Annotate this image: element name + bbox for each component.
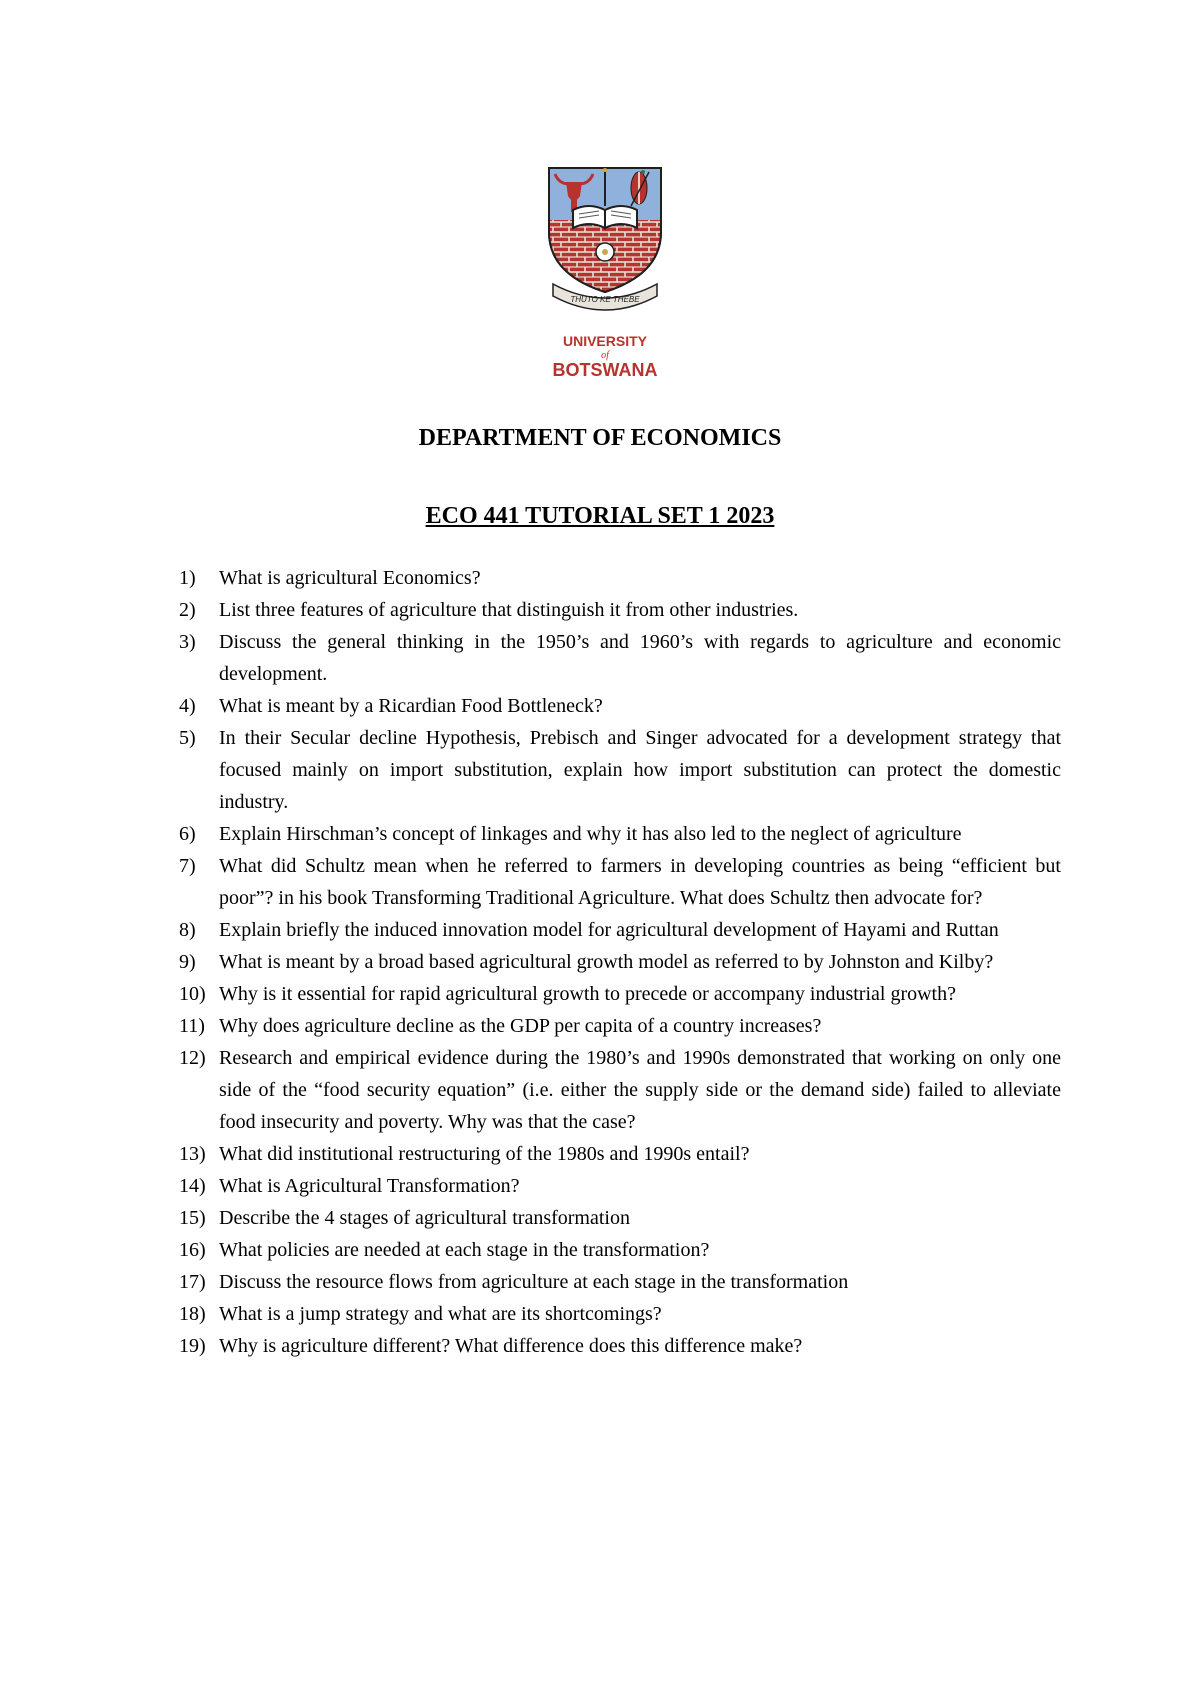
question-item [0, 1202, 1061, 1234]
open-book-icon [573, 206, 637, 228]
question-item [0, 1330, 1061, 1362]
question-number: 9) [179, 951, 196, 973]
question-text: Explain briefly the induced innovation model for agricultural development of Hayami and Ruttan [219, 919, 999, 941]
question-item [0, 978, 1061, 1010]
question-text: What policies are needed at each stage in the transformation? [219, 1239, 710, 1261]
question-text: Why does agriculture decline as the GDP per capita of a country increases? [219, 1015, 822, 1037]
question-number: 15) [179, 1207, 206, 1229]
svg-text:THUTO KE THEBE: THUTO KE THEBE [570, 295, 640, 304]
university-wordmark-line3: BOTSWANA [552, 360, 658, 380]
question-item [0, 1170, 1061, 1202]
question-item [0, 946, 1061, 978]
question-number: 11) [179, 1015, 205, 1037]
question-item [0, 594, 1061, 626]
question-text: Explain Hirschman’s concept of linkages and why it has also led to the neglect of agriculture [219, 823, 962, 845]
question-text: List three features of agriculture that distinguish it from other industries. [219, 599, 799, 621]
question-text: Why is it essential for rapid agricultural growth to precede or accompany industrial growth? [219, 983, 956, 1005]
question-number: 18) [179, 1303, 206, 1325]
question-number: 13) [179, 1143, 206, 1165]
question-number: 1) [179, 567, 196, 589]
question-item [0, 1138, 1061, 1170]
question-item [0, 690, 1061, 722]
question-item [0, 1010, 1061, 1042]
question-number: 14) [179, 1175, 206, 1197]
question-number: 12) [179, 1047, 206, 1069]
question-number: 5) [179, 727, 196, 749]
question-item [0, 850, 1061, 914]
question-text: What is a jump strategy and what are its shortcomings? [219, 1303, 662, 1325]
question-text: In their Secular decline Hypothesis, Prebisch and Singer advocated for a development strategy that focused mainly on import substitution, explain how import substitution can protect the domestic industry. [219, 727, 1061, 813]
question-number: 16) [179, 1239, 206, 1261]
question-item [0, 818, 1061, 850]
question-number: 3) [179, 631, 196, 653]
question-number: 2) [179, 599, 196, 621]
university-wordmark-line1: UNIVERSITY [562, 333, 648, 349]
question-text: Research and empirical evidence during the 1980’s and 1990s demonstrated that working on only one side of the “food security equation” (i.e. either the supply side or the demand side) failed to alleviate food insecurity and poverty. Why was that the case? [219, 1047, 1061, 1133]
question-item [0, 1234, 1061, 1266]
question-number: 10) [179, 983, 206, 1005]
question-text: Discuss the general thinking in the 1950’s and 1960’s with regards to agriculture and economic development. [219, 631, 1061, 685]
question-number: 4) [179, 695, 196, 717]
question-text: Discuss the resource flows from agriculture at each stage in the transformation [219, 1271, 849, 1293]
question-number: 17) [179, 1271, 206, 1293]
question-text: What did institutional restructuring of the 1980s and 1990s entail? [219, 1143, 750, 1165]
question-item [0, 1298, 1061, 1330]
question-text: What did Schultz mean when he referred to farmers in developing countries as being “efficient but poor”? in his book Transforming Traditional Agriculture. What does Schultz then advocate for? [219, 855, 1061, 909]
question-number: 7) [179, 855, 196, 877]
question-item [0, 914, 1061, 946]
question-item [0, 722, 1061, 818]
course-title: ECO 441 TUTORIAL SET 1 2023 [425, 503, 775, 529]
question-item [0, 1042, 1061, 1138]
question-text: Describe the 4 stages of agricultural transformation [219, 1207, 630, 1229]
question-text: What is agricultural Economics? [219, 567, 481, 589]
question-item [0, 562, 1061, 594]
university-logo [545, 162, 665, 402]
flower-emblem-icon [596, 243, 614, 261]
question-text: What is meant by a broad based agricultural growth model as referred to by Johnston and Kilby? [219, 951, 994, 973]
question-item [0, 1266, 1061, 1298]
question-text: Why is agriculture different? What difference does this difference make? [219, 1335, 803, 1357]
question-text: What is meant by a Ricardian Food Bottleneck? [219, 695, 603, 717]
university-wordmark-line2: of [601, 350, 609, 361]
department-title: DEPARTMENT OF ECONOMICS [418, 425, 782, 451]
question-text: What is Agricultural Transformation? [219, 1175, 520, 1197]
question-number: 19) [179, 1335, 206, 1357]
question-number: 8) [179, 919, 196, 941]
question-number: 6) [179, 823, 196, 845]
question-list [0, 562, 1200, 1362]
question-item [0, 626, 1061, 690]
